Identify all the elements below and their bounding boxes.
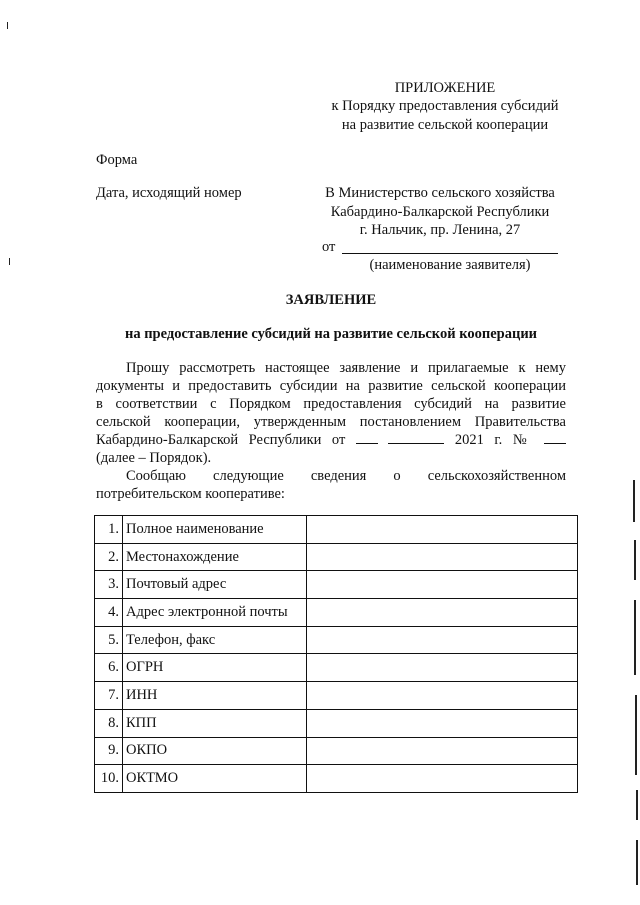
appendix-line-1: к Порядку предоставления субсидий bbox=[331, 98, 559, 114]
row-label: Местонахождение bbox=[122, 543, 306, 571]
scan-mark bbox=[9, 258, 10, 265]
row-number: 7. bbox=[95, 682, 123, 710]
addressee-line-3: г. Нальчик, пр. Ленина, 27 bbox=[359, 222, 521, 238]
row-value-field[interactable] bbox=[306, 654, 577, 682]
row-value-field[interactable] bbox=[306, 543, 577, 571]
applicant-caption: (наименование заявителя) bbox=[369, 257, 531, 273]
row-number: 10. bbox=[95, 765, 123, 793]
row-number: 3. bbox=[95, 571, 123, 599]
table-row bbox=[95, 709, 578, 737]
scan-mark bbox=[635, 695, 637, 775]
day-blank[interactable] bbox=[356, 432, 378, 444]
body-line: Сообщаю следующие сведения о сельскохозяйственном bbox=[126, 468, 566, 484]
scan-mark bbox=[636, 840, 638, 885]
row-number: 8. bbox=[95, 709, 123, 737]
addressee-line-2: Кабардино-Балкарской Республики bbox=[330, 204, 550, 220]
row-number: 2. bbox=[95, 543, 123, 571]
table-row bbox=[95, 737, 578, 765]
row-number: 9. bbox=[95, 737, 123, 765]
scan-mark bbox=[7, 22, 8, 29]
table-row bbox=[95, 571, 578, 599]
month-blank[interactable] bbox=[388, 432, 444, 444]
form-label: Форма bbox=[96, 152, 138, 168]
row-number: 1. bbox=[95, 516, 123, 544]
document-title: ЗАЯВЛЕНИЕ bbox=[285, 292, 377, 308]
table-row bbox=[95, 516, 578, 544]
table-row bbox=[95, 654, 578, 682]
scan-mark bbox=[633, 480, 635, 522]
row-number: 5. bbox=[95, 626, 123, 654]
year-text: 2021 г. bbox=[454, 432, 503, 448]
scan-mark bbox=[636, 790, 638, 820]
body-line: в соответствии с Порядком предоставления субсидий на развитие bbox=[96, 396, 566, 412]
appendix-heading: ПРИЛОЖЕНИЕ bbox=[394, 80, 496, 96]
from-label: от bbox=[322, 239, 336, 255]
document-subtitle: на предоставление субсидий на развитие сельской кооперации bbox=[124, 326, 538, 342]
row-label: ОКТМО bbox=[122, 765, 306, 793]
row-label: ОГРН bbox=[122, 654, 306, 682]
table-row bbox=[95, 765, 578, 793]
row-label: КПП bbox=[122, 709, 306, 737]
body-line: (далее – Порядок). bbox=[96, 450, 212, 466]
date-number-label: Дата, исходящий номер bbox=[96, 185, 242, 201]
row-label: ОКПО bbox=[122, 737, 306, 765]
row-value-field[interactable] bbox=[306, 571, 577, 599]
row-label: ИНН bbox=[122, 682, 306, 710]
body-line: документы и предоставить субсидии на развитие сельской кооперации bbox=[96, 378, 566, 394]
applicant-name-line[interactable] bbox=[342, 253, 558, 254]
scan-mark bbox=[634, 540, 636, 580]
row-label: Почтовый адрес bbox=[122, 571, 306, 599]
body-text: Кабардино-Балкарской Республики от bbox=[96, 432, 346, 448]
row-number: 6. bbox=[95, 654, 123, 682]
row-value-field[interactable] bbox=[306, 682, 577, 710]
body-line-date bbox=[96, 432, 566, 449]
body-line: потребительском кооперативе: bbox=[96, 486, 285, 502]
row-value-field[interactable] bbox=[306, 516, 577, 544]
table-row bbox=[95, 543, 578, 571]
table-row bbox=[95, 599, 578, 627]
row-value-field[interactable] bbox=[306, 626, 577, 654]
cooperative-info-table bbox=[94, 515, 578, 793]
body-line: Прошу рассмотреть настоящее заявление и прилагаемые к нему bbox=[126, 360, 566, 376]
row-number: 4. bbox=[95, 599, 123, 627]
row-value-field[interactable] bbox=[306, 709, 577, 737]
row-label: Полное наименование bbox=[122, 516, 306, 544]
appendix-line-2: на развитие сельской кооперации bbox=[341, 117, 549, 133]
scan-mark bbox=[634, 600, 636, 675]
row-value-field[interactable] bbox=[306, 737, 577, 765]
number-blank[interactable] bbox=[544, 432, 566, 444]
row-value-field[interactable] bbox=[306, 599, 577, 627]
addressee-line-1: В Министерство сельского хозяйства bbox=[325, 185, 555, 201]
number-sign: № bbox=[512, 432, 534, 448]
row-label: Телефон, факс bbox=[122, 626, 306, 654]
row-value-field[interactable] bbox=[306, 765, 577, 793]
table-row bbox=[95, 626, 578, 654]
row-label: Адрес электронной почты bbox=[122, 599, 306, 627]
body-line: сельской кооперации, утвержденным постановлением Правительства bbox=[96, 414, 566, 430]
table-row bbox=[95, 682, 578, 710]
